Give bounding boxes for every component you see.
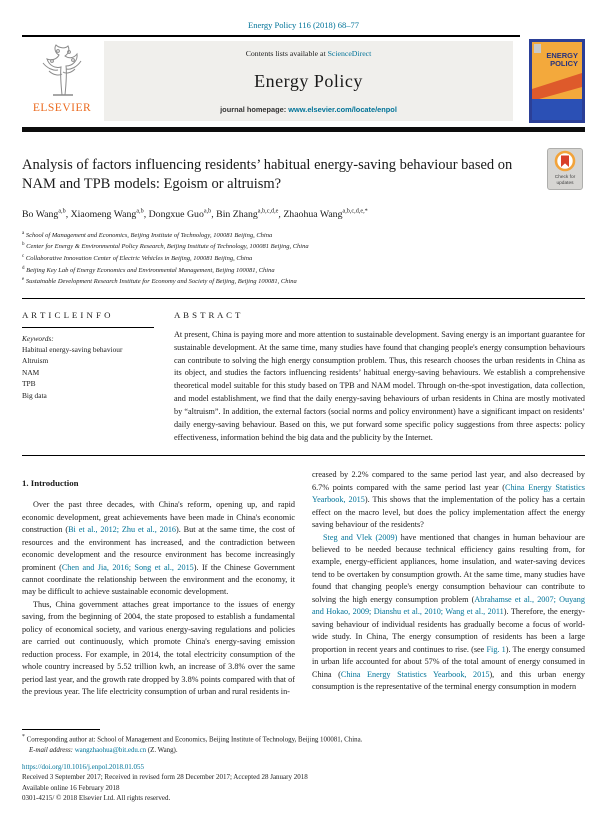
sciencedirect-link[interactable]: ScienceDirect bbox=[327, 48, 372, 58]
author-superscript: a,b bbox=[58, 207, 66, 215]
affiliation-line: $^b$ Center for Energy & Environmental Policy Research, Beijing Institute of Technology, 100081 Beijing, China bbox=[22, 242, 309, 251]
author: Xiaomeng Wang$^{a,b}$, bbox=[70, 207, 149, 220]
author: Bin Zhang$^{a,b,c,d,e}$, bbox=[216, 207, 284, 220]
elsevier-logo-text: ELSEVIER bbox=[32, 101, 92, 114]
available-online-line: Available online 16 February 2018 bbox=[22, 783, 120, 792]
author-superscript: a,b bbox=[203, 207, 212, 215]
contents-prefix: Contents lists available at bbox=[245, 48, 328, 58]
affiliation-line: $^c$ Collaborative Innovation Center of Electric Vehicles in Beijing, 100081 Beijing, China bbox=[22, 253, 253, 263]
elsevier-logo bbox=[22, 41, 102, 114]
body-columns bbox=[22, 469, 585, 721]
cover-title-line2: POLICY bbox=[550, 58, 578, 68]
cover-title-line1: ENERGY bbox=[546, 50, 578, 60]
abstract-header: A B S T R A C T bbox=[174, 309, 241, 320]
citation-link[interactable]: Chen and Jia, 2016; Song et al., 2015 bbox=[61, 562, 194, 572]
paragraph: creased by 2.2% compared to the same period last year, and also decreased by 6.7% points compared with the same period last year (China Energy Statistics Yearbook, 2015). This shows that the implementation of the policy has a certain effect on the macro level, but does the policy implementation affect the energy saving behaviour of the residents? bbox=[312, 470, 585, 530]
citation-link[interactable]: Abrahamse et al., 2007; Ouyang and Hokao, 2009; Dianshu et al., 2010; Wang et al., 2011 bbox=[312, 594, 585, 617]
abstract-bottom-divider bbox=[22, 455, 585, 456]
journal-reference: Energy Policy 116 (2018) 68–77 bbox=[248, 20, 359, 30]
copyright-line: 0301-4215/ © 2018 Elsevier Ltd. All rights reserved. bbox=[22, 794, 171, 803]
title-block bbox=[22, 132, 585, 288]
affiliation-line: $^a$ School of Management and Economics, Beijing Institute of Technology, 100081 Beijing, China bbox=[22, 230, 273, 240]
author: Bo Wang$^{a,b}$, bbox=[22, 207, 71, 220]
article-info-header: A R T I C L E I N F O bbox=[22, 309, 112, 320]
homepage-line bbox=[108, 105, 509, 114]
keyword: NAM bbox=[22, 367, 40, 377]
citation-link[interactable]: Steg and Vlek (2009) bbox=[323, 532, 398, 542]
banner-center bbox=[104, 41, 513, 121]
badge-text-line2: updates bbox=[556, 180, 574, 186]
paragraph: Over the past three decades, with China's reform, opening up, and rapid economic development, great achievements have been made in China's economic construction (Bi et al., 2012; Zhu et al., 2016). But at the same time, the cost of resources and the environment has increased, and the contradiction between economic development and the resource environment has become increasingly prominent (Chen and Jia, 2016; Song et al., 2015). If the Chinese Government cannot coordinate the relationship between the environment and the economy, it may be difficult to achieve sustainable economic development. bbox=[22, 500, 296, 597]
body-column-right bbox=[312, 469, 585, 721]
badge-text-line1: Check for bbox=[554, 174, 576, 180]
elsevier-tree-icon bbox=[25, 41, 99, 99]
citation-link[interactable]: Bi et al., 2012; Zhu et al., 2016 bbox=[68, 525, 177, 535]
contents-line bbox=[108, 49, 509, 58]
author: Zhaohua Wang$^{a,b,c,d,e,*}$ bbox=[283, 207, 368, 220]
check-for-updates-badge[interactable] bbox=[547, 148, 583, 195]
footer-block bbox=[22, 762, 585, 803]
keyword: Habitual energy-saving behaviour bbox=[22, 344, 123, 354]
footnote-block bbox=[22, 729, 585, 756]
doi-link[interactable]: https://doi.org/10.1016/j.enpol.2018.01.055 bbox=[22, 763, 144, 771]
email-line: E-mail address: wangzhaohua@bit.edu.cn (Z. Wang). bbox=[29, 746, 178, 754]
author-superscript: a,b bbox=[136, 207, 144, 215]
keyword: Altruism bbox=[22, 356, 49, 366]
paragraph: Thus, China government attaches great importance to the issues of energy saving, from the beginning of 2004, the state proposed to establish a fundamental policy of economical society, and various energy-saving regulations and policies are carried out continuously, which promote China's energy-saving emission reduction process. For example, in 2014, the total electricity consumption of the whole country increased by 5.52 trillion kwh, an increase of 3.8% over the same period last year, and the growth rate dropped by 3.8% points compared with that of the previous year. The life electricity consumption of urban and rural residents in- bbox=[22, 599, 295, 697]
affiliation-line: $^d$ Beijing Key Lab of Energy Economics and Environmental Management, Beijing 100081, China bbox=[22, 265, 275, 274]
received-line: Received 3 September 2017; Received in revised form 28 December 2017; Accepted 28 January 2018 bbox=[22, 773, 308, 782]
header-divider bbox=[22, 35, 520, 37]
citation-link[interactable]: China Energy Statistics Yearbook, 2015 bbox=[340, 669, 490, 679]
citation-link[interactable]: wangzhaohua@bit.edu.cn bbox=[74, 746, 147, 754]
section-heading-introduction: 1. Introduction bbox=[22, 478, 79, 489]
journal-cover-thumbnail bbox=[529, 39, 585, 123]
info-abstract-row bbox=[22, 299, 585, 446]
author-superscript: a,b,c,d,e,* bbox=[342, 207, 368, 215]
paragraph: Steg and Vlek (2009) have mentioned that changes in human behaviour are believed to be needed because technical efficiency gains resulting from, for example, energy-efficient appliances, home insulation, and water-saving devices tend to be overtaken by consumption growth. At the same time, many studies have found that changing people's energy consumption behaviour can contribute to solving the high energy consumption problem (Abrahamse et al., 2007; Ouyang and Hokao, 2009; Dianshu et al., 2010; Wang et al., 2011). Therefore, the energy-saving behaviour of individual residents has gradually become a focus of world-wide study. In China, The energy consumption of residents has been a large proportion in recent years and continues to rise. (see Fig. 1). The energy consumed in urban life accounted for about 57% of the total amount of energy consumed in China (China Energy Statistics Yearbook, 2015), and this urban energy consumption is the representative of the terminal energy consumption in modern bbox=[312, 532, 585, 692]
homepage-prefix: journal homepage: bbox=[220, 104, 289, 114]
author-superscript: a,b,c,d,e bbox=[257, 207, 279, 215]
citation-link[interactable]: China Energy Statistics Yearbook, 2015 bbox=[312, 482, 585, 505]
corresponding-author-note: * Corresponding author at: School of Management and Economics, Beijing Institute of Technology, Beijing 100081, China. bbox=[22, 734, 363, 744]
body-column-left bbox=[22, 469, 295, 721]
affiliations bbox=[22, 230, 585, 288]
keyword: TPB bbox=[22, 379, 36, 389]
homepage-link[interactable]: www.elsevier.com/locate/enpol bbox=[288, 104, 397, 114]
banner-journal-title: Energy Policy bbox=[254, 70, 363, 91]
footnote-divider bbox=[22, 729, 100, 730]
article-info-section bbox=[22, 310, 174, 446]
author: Dongxue Guo$^{a,b}$, bbox=[148, 207, 217, 220]
keywords-label: Keywords: bbox=[22, 333, 54, 343]
article-title: Analysis of factors influencing residents’ habitual energy-saving behaviour based on NAM and TPB models: Egoism or altruism? bbox=[22, 156, 513, 193]
article-info-divider bbox=[22, 327, 154, 328]
affiliation-line: $^e$ Sustainable Development Research Institute for Economy and Society of Beijing, Beijing 100081, China bbox=[22, 277, 297, 286]
keyword: Big data bbox=[22, 390, 47, 400]
journal-banner bbox=[22, 39, 585, 125]
citation-link[interactable]: Fig. 1 bbox=[486, 644, 506, 654]
abstract-text: At present, China is paying more and more attention to sustainable development. Saving energy is an important guarantee for sustainable development. At the same time, many studies have found that changing people's energy consumption behaviours can contribute to solving the high energy consumption problem. Thus, this research chooses the urban residents in China as its object, and studies the factors influencing residents’ habitual energy-saving behaviours. We establish a comprehensive theoretical model suitable for this study based on TPB and NAM model. Through on-the-spot investigation, data collection, and model establishment, we find that the daily energy-saving behaviours of urban residents in China are mostly motivated by “altruism”. In addition, the external factors (social norms and policy environment) have a significant impact on residents’ daily energy-saving behaviour. Based on this, we put forward some specific policy suggestions from three aspects: policy effectiveness, information behind the big data and the publicity by the Internet. bbox=[174, 329, 585, 443]
authors-line bbox=[22, 208, 585, 220]
abstract-section bbox=[174, 310, 585, 446]
